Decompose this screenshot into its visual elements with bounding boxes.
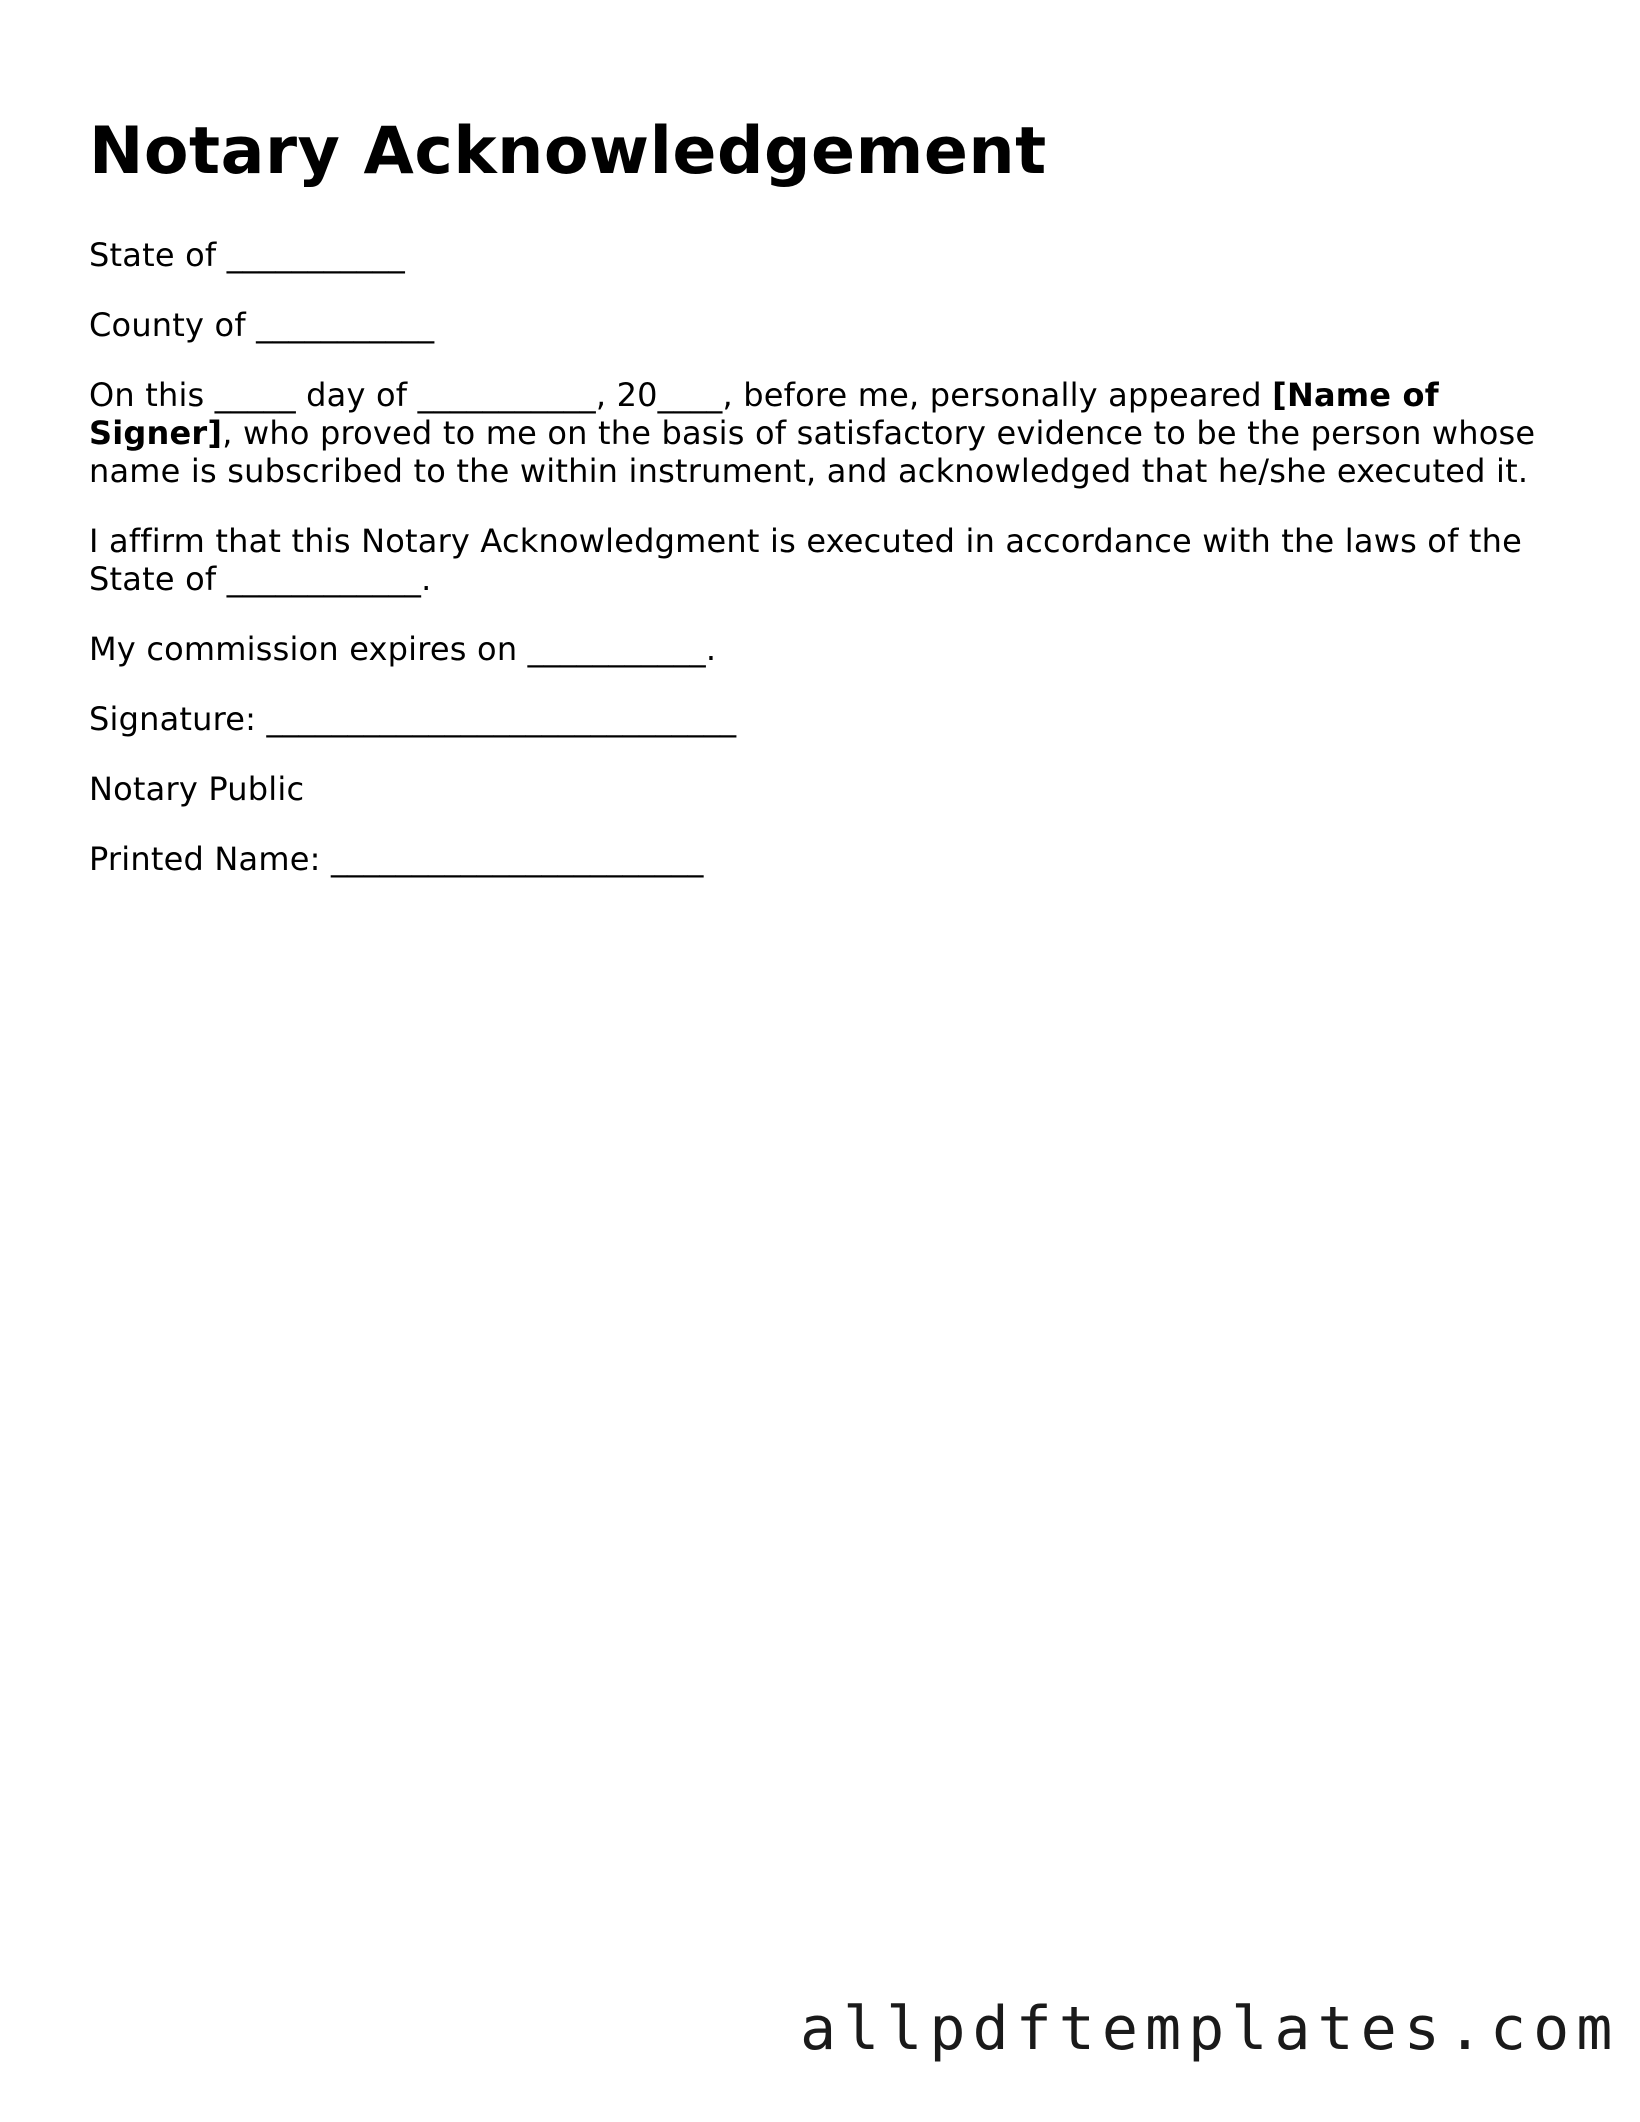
- acknowledgement-text-start: On this _____ day of ___________, 20____, before me, personally appeared: [89, 376, 1273, 414]
- county-line: County of ___________: [89, 306, 435, 344]
- watermark-text: allpdftemplates.com: [800, 1994, 1620, 2064]
- acknowledgement-text-end: , who proved to me on the basis of satisfactory evidence to be the person whose name is subscribed to the within instrument, and acknowledged that he/she executed it.: [89, 414, 1536, 490]
- state-line: State of ___________: [89, 236, 405, 274]
- document-page: [89, 112, 1551, 910]
- signer-name-placeholder: [Name of Signer]: [89, 376, 1439, 452]
- signature-line: Signature: _____________________________: [89, 700, 737, 738]
- document-title: Notary Acknowledgement: [89, 114, 1047, 189]
- acknowledgement-paragraph: [89, 376, 1551, 490]
- notary-public-label: Notary Public: [89, 770, 305, 808]
- printed-name-line: Printed Name: _______________________: [89, 840, 704, 878]
- commission-line: My commission expires on ___________.: [89, 630, 717, 668]
- affirmation-paragraph: I affirm that this Notary Acknowledgment is executed in accordance with the laws of the State of ____________.: [89, 522, 1523, 598]
